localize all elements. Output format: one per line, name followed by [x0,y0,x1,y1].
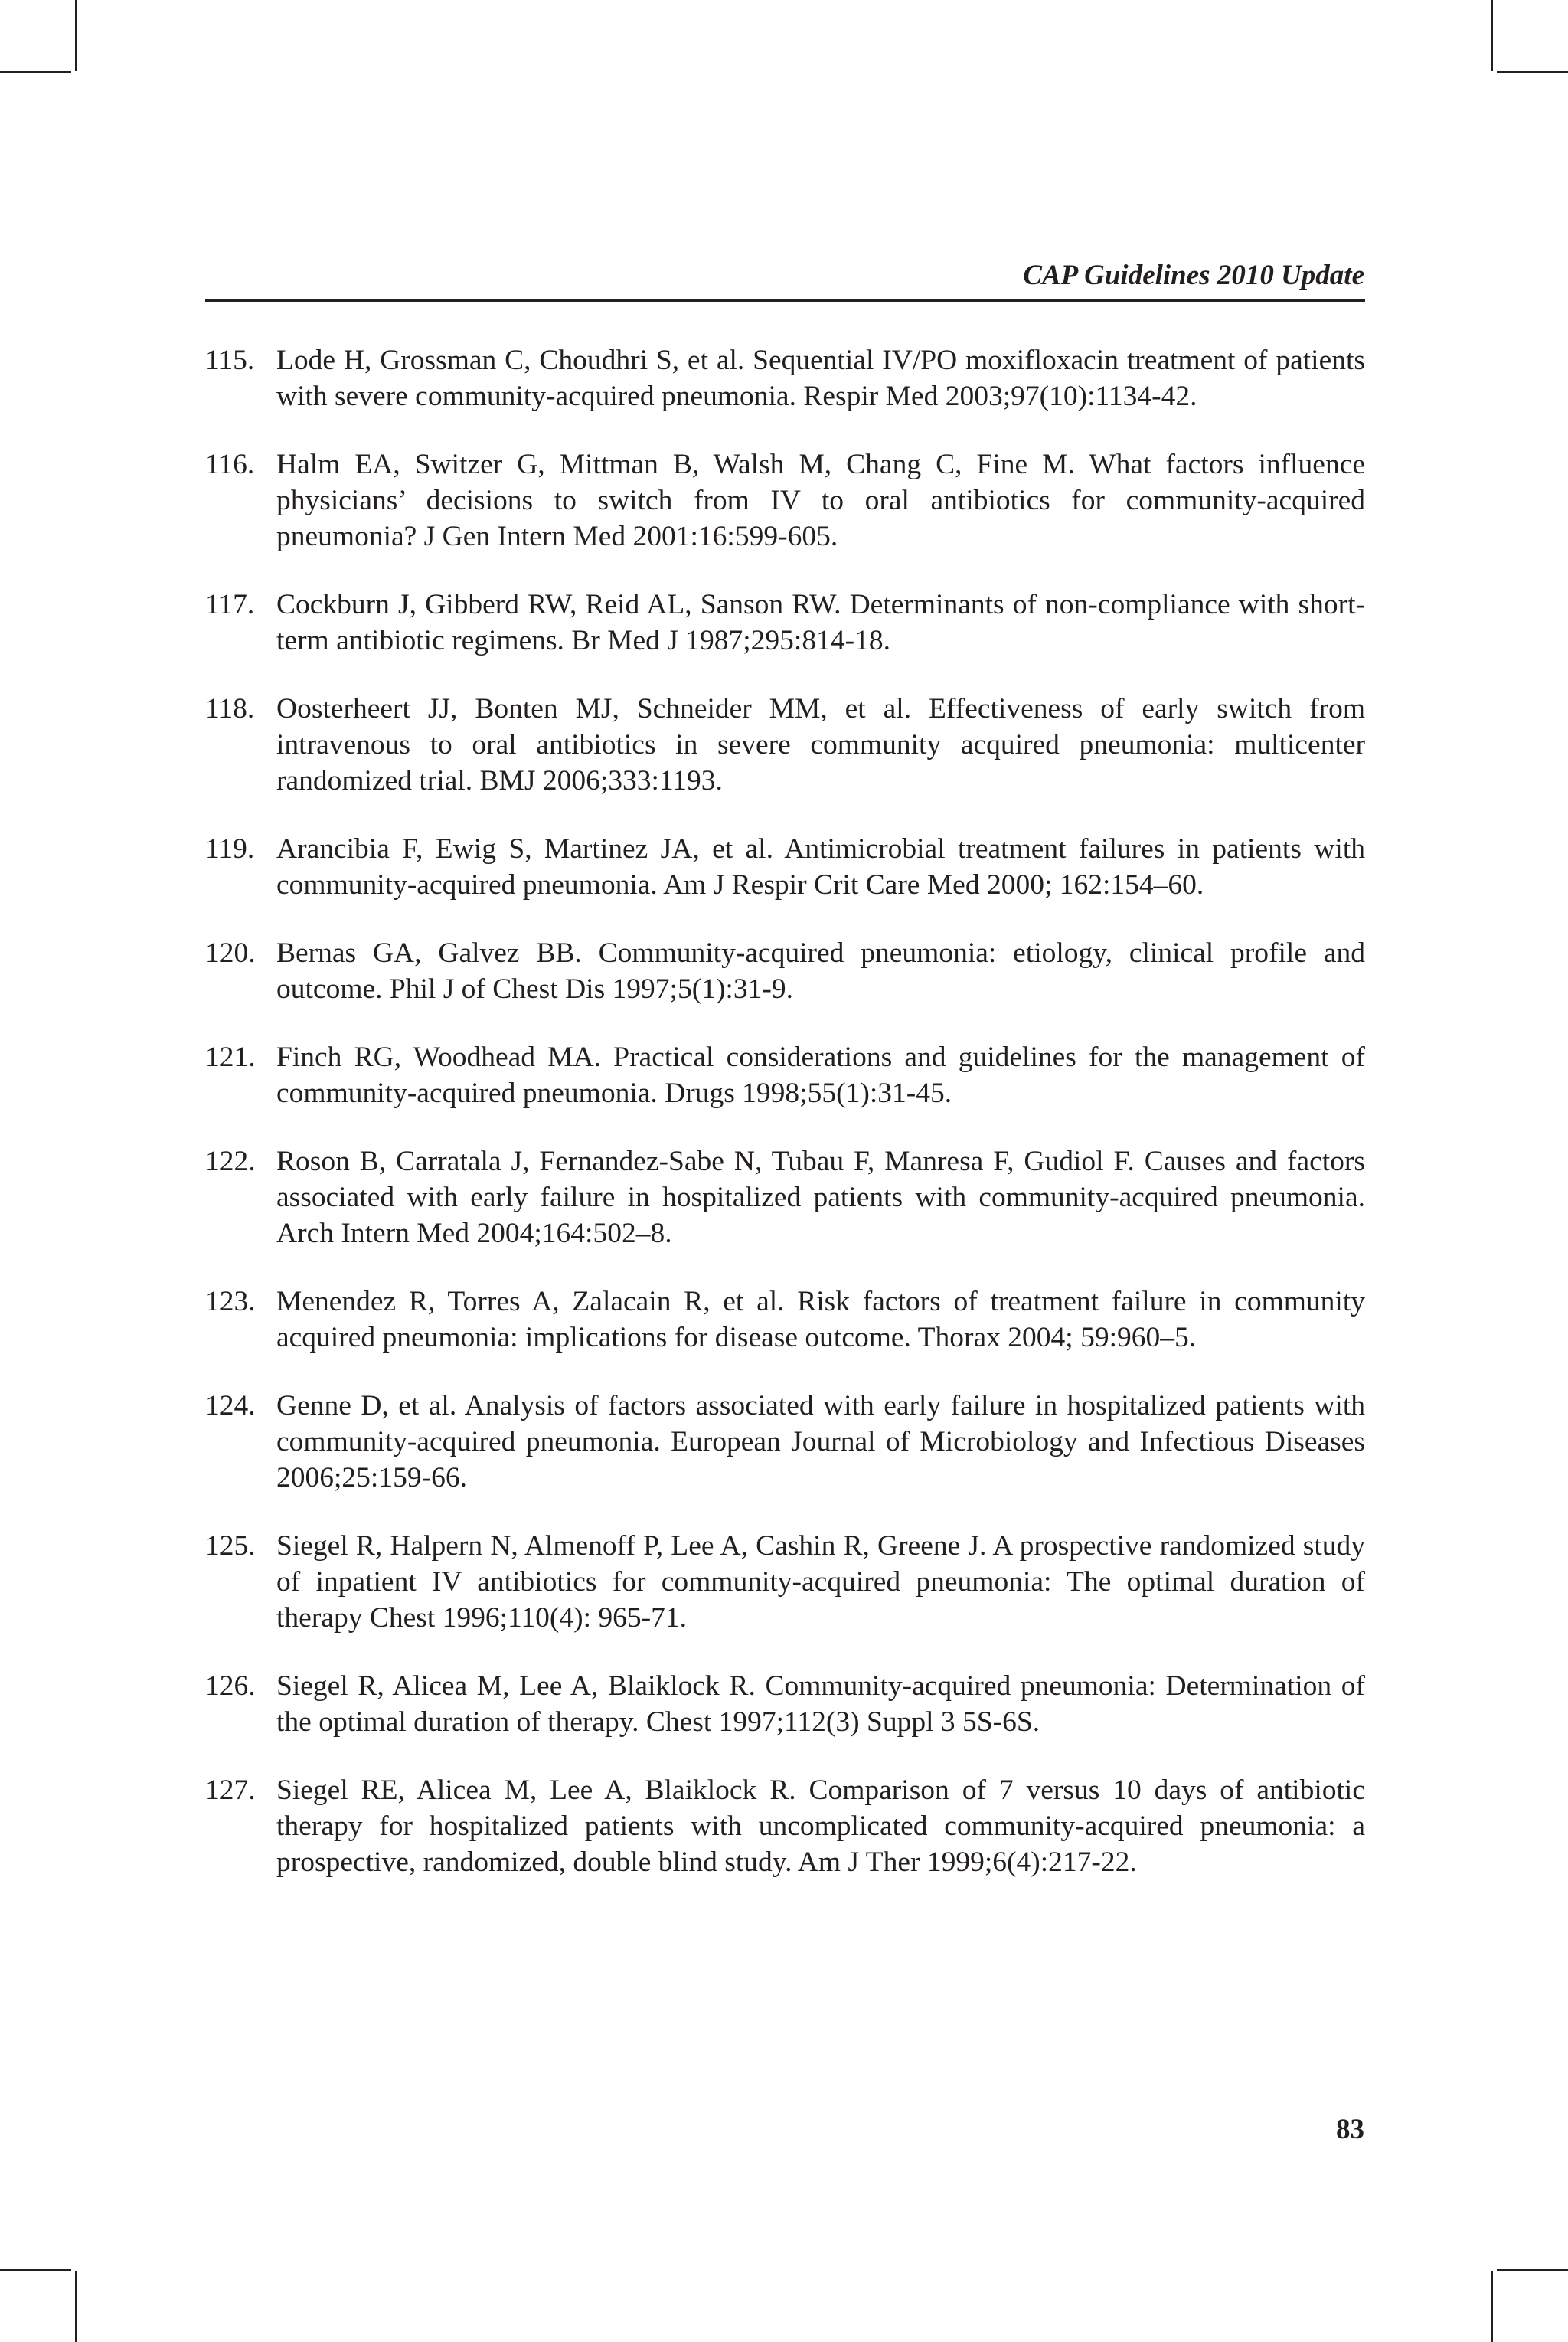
page-number: 83 [1336,2114,1364,2145]
reference-number: 123. [205,1286,256,1317]
reference-item [205,342,1365,414]
reference-text: Bernas GA, Galvez BB. Community-acquired pneumonia: etiology, clinical profile and outcome. Phil J of Chest Dis 1997;5(1):31-9. [276,937,1365,1005]
reference-item [205,1528,1365,1636]
reference-text: Roson B, Carratala J, Fernandez-Sabe N, Tubau F, Manresa F, Gudiol F. Causes and factors associated with early failure in hospitalized patients with community-acquired pneumonia. Arch Intern Med 2004;164:502–8. [276,1146,1365,1249]
reference-item [205,587,1365,659]
crop-mark-bottom-right [1497,2269,1568,2271]
crop-mark-top-left [0,71,71,73]
reference-number: 127. [205,1774,256,1806]
reference-list [205,342,1365,1912]
reference-item [205,1039,1365,1111]
crop-mark-bottom-left [0,2269,71,2271]
reference-number: 124. [205,1390,256,1421]
reference-text: Cockburn J, Gibberd RW, Reid AL, Sanson RW. Determinants of non-compliance with short-term antibiotic regimens. Br Med J 1987;295:814-18. [276,589,1365,656]
reference-number: 126. [205,1670,256,1702]
reference-item [205,1143,1365,1251]
reference-number: 121. [205,1042,256,1073]
reference-item [205,831,1365,903]
reference-item [205,935,1365,1007]
reference-item [205,1668,1365,1740]
running-head: CAP Guidelines 2010 Update [1023,260,1364,291]
reference-text: Siegel R, Alicea M, Lee A, Blaiklock R. Community-acquired pneumonia: Determination of the optimal duration of therapy. Chest 1997;112(3) Suppl 3 5S-6S. [276,1670,1365,1738]
reference-text: Menendez R, Torres A, Zalacain R, et al. Risk factors of treatment failure in community acquired pneumonia: implications for disease outcome. Thorax 2004; 59:960–5. [276,1286,1365,1353]
reference-item [205,691,1365,799]
reference-text: Siegel R, Halpern N, Almenoff P, Lee A, Cashin R, Greene J. A prospective randomized study of inpatient IV antibiotics for community-acquired pneumonia: The optimal duration of therapy Chest 1996;110(4): 965-71. [276,1530,1365,1634]
crop-mark-top-right [1497,71,1568,73]
reference-number: 120. [205,937,256,969]
reference-number: 116. [205,449,255,480]
reference-number: 117. [205,589,255,620]
crop-mark-top-right [1491,0,1493,71]
reference-number: 118. [205,693,255,725]
reference-number: 115. [205,345,255,376]
reference-text: Oosterheert JJ, Bonten MJ, Schneider MM, et al. Effectiveness of early switch from intravenous to oral antibiotics in severe community acquired pneumonia: multicenter randomized trial. BMJ 2006;333:1193. [276,693,1365,796]
reference-number: 122. [205,1146,256,1177]
crop-mark-top-left [75,0,77,71]
reference-text: Arancibia F, Ewig S, Martinez JA, et al. Antimicrobial treatment failures in patients with community-acquired pneumonia. Am J Respir Crit Care Med 2000; 162:154–60. [276,833,1365,901]
header-rule [205,299,1365,302]
reference-number: 125. [205,1530,256,1562]
reference-text: Halm EA, Switzer G, Mittman B, Walsh M, Chang C, Fine M. What factors influence physicians’ decisions to switch from IV to oral antibiotics for community-acquired pneumonia? J Gen Intern Med 2001:16:599-605. [276,449,1365,552]
reference-text: Genne D, et al. Analysis of factors associated with early failure in hospitalized patients with community-acquired pneumonia. European Journal of Microbiology and Infectious Diseases 2006;25:159-66. [276,1390,1365,1493]
reference-number: 119. [205,833,255,865]
reference-item [205,1772,1365,1880]
reference-text: Siegel RE, Alicea M, Lee A, Blaiklock R. Comparison of 7 versus 10 days of antibiotic therapy for hospitalized patients with uncomplicated community-acquired pneumonia: a prospective, randomized, double blind study. Am J Ther 1999;6(4):217-22. [276,1774,1365,1878]
crop-mark-bottom-left [75,2271,77,2342]
reference-item [205,446,1365,554]
reference-item [205,1388,1365,1496]
crop-mark-bottom-right [1491,2271,1493,2342]
reference-item [205,1284,1365,1356]
reference-text: Finch RG, Woodhead MA. Practical considerations and guidelines for the management of community-acquired pneumonia. Drugs 1998;55(1):31-45. [276,1042,1365,1109]
reference-text: Lode H, Grossman C, Choudhri S, et al. Sequential IV/PO moxifloxacin treatment of patients with severe community-acquired pneumonia. Respir Med 2003;97(10):1134-42. [276,345,1365,412]
